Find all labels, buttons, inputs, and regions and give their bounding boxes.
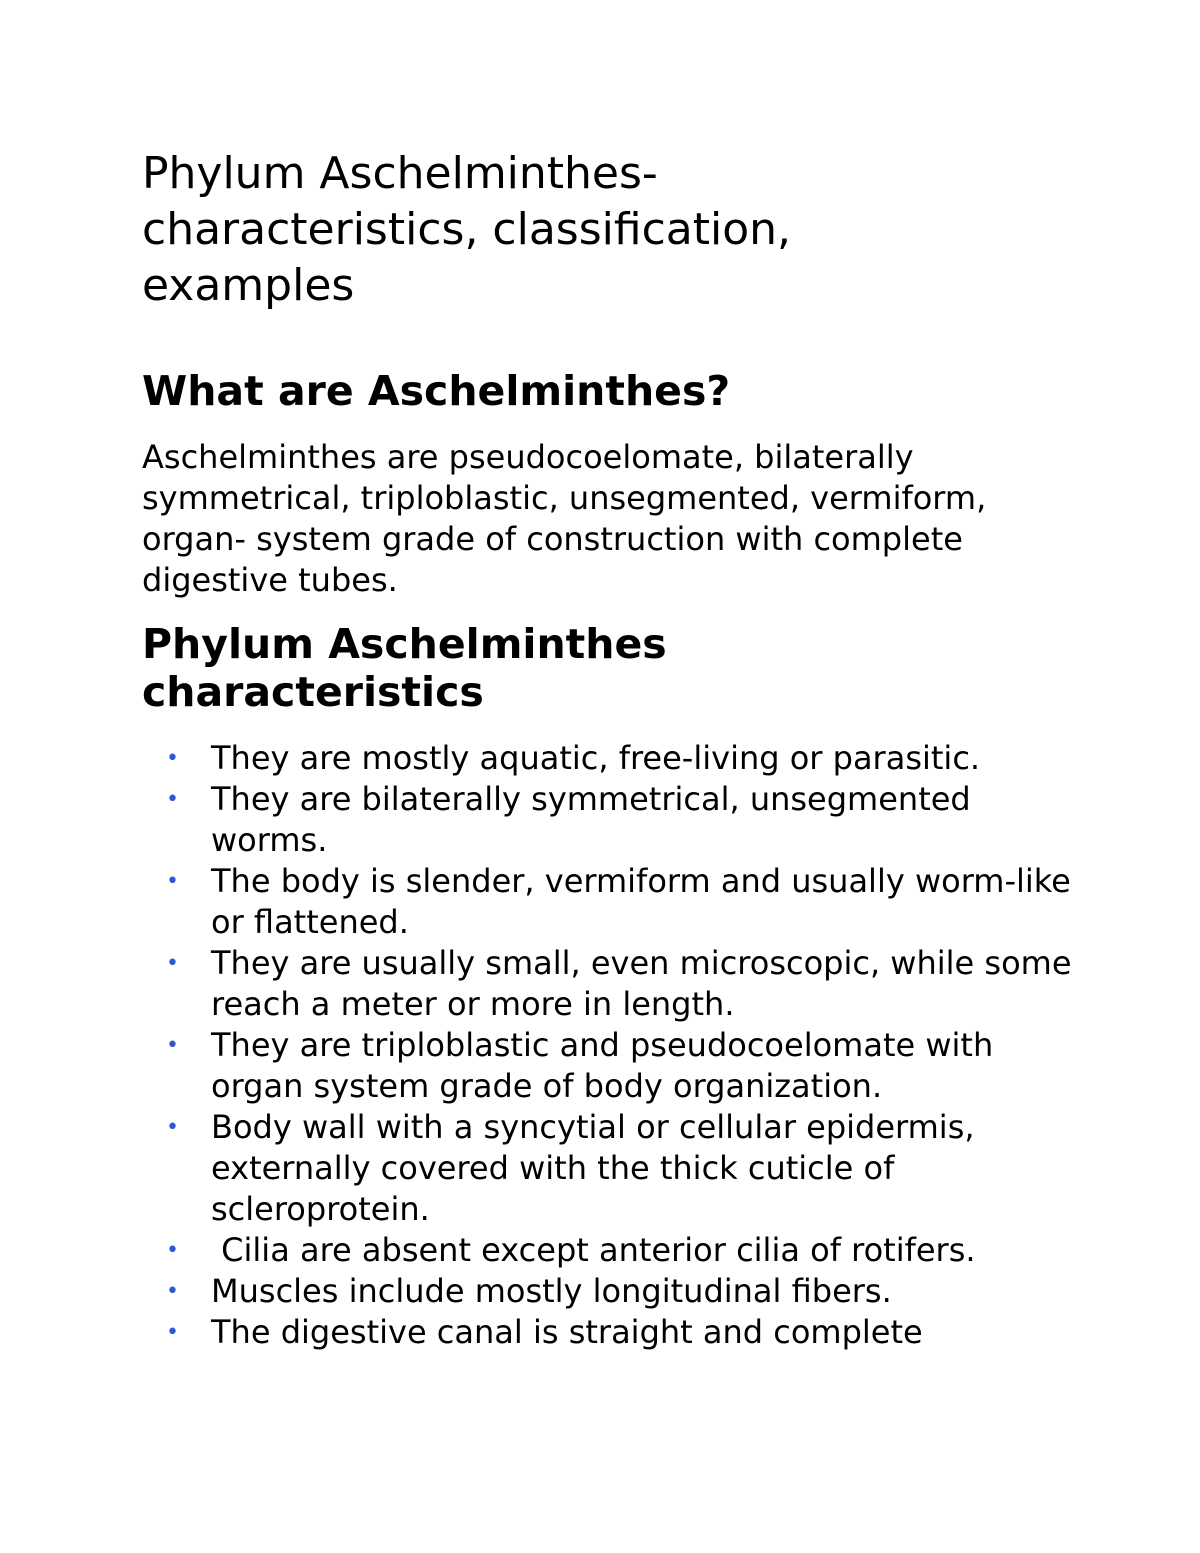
- list-item: [142, 1107, 1072, 1230]
- list-item-text: Muscles include mostly longitudinal fibers.: [211, 1272, 892, 1310]
- section-heading-what-are-aschelminthes: What are Aschelminthes?: [142, 367, 731, 415]
- bullet-icon: •: [166, 1115, 179, 1140]
- list-item: [142, 1312, 1072, 1353]
- bullet-icon: •: [166, 1320, 179, 1345]
- list-item-text: They are usually small, even microscopic, while some reach a meter or more in length.: [211, 944, 1082, 1023]
- list-item-text: They are triploblastic and pseudocoelomate with organ system grade of body organization.: [211, 1026, 1004, 1105]
- list-item-text: They are bilaterally symmetrical, unsegmented worms.: [211, 780, 981, 859]
- list-item: [142, 943, 1082, 1025]
- characteristics-list: [142, 738, 1082, 1353]
- list-item: [142, 738, 1072, 779]
- list-item-text: The digestive canal is straight and complete: [211, 1313, 923, 1351]
- list-item: [142, 861, 1082, 943]
- bullet-icon: •: [166, 1238, 179, 1263]
- section-heading-characteristics: Phylum Aschelminthes characteristics: [142, 620, 667, 716]
- document-title: Phylum Aschelminthes- characteristics, classification, examples: [142, 148, 791, 311]
- list-item: [142, 1025, 1072, 1107]
- bullet-icon: •: [166, 951, 179, 976]
- definition-paragraph: Aschelminthes are pseudocoelomate, bilaterally symmetrical, triploblastic, unsegmented, vermiform, organ- system grade of construction with complete digestive tubes.: [142, 438, 987, 599]
- bullet-icon: •: [166, 1033, 179, 1058]
- list-item: [142, 1230, 1072, 1271]
- bullet-icon: •: [166, 787, 179, 812]
- list-item-text: They are mostly aquatic, free-living or parasitic.: [211, 739, 981, 777]
- bullet-icon: •: [166, 1279, 179, 1304]
- bullet-icon: •: [166, 746, 179, 771]
- list-item-text: Body wall with a syncytial or cellular epidermis, externally covered with the thick cuticle of scleroprotein.: [211, 1108, 985, 1228]
- bullet-icon: •: [166, 869, 179, 894]
- list-item-text: Cilia are absent except anterior cilia of rotifers.: [211, 1231, 976, 1269]
- list-item-text: The body is slender, vermiform and usually worm-like or flattened.: [211, 862, 1082, 941]
- list-item: [142, 779, 1072, 861]
- list-item: [142, 1271, 1072, 1312]
